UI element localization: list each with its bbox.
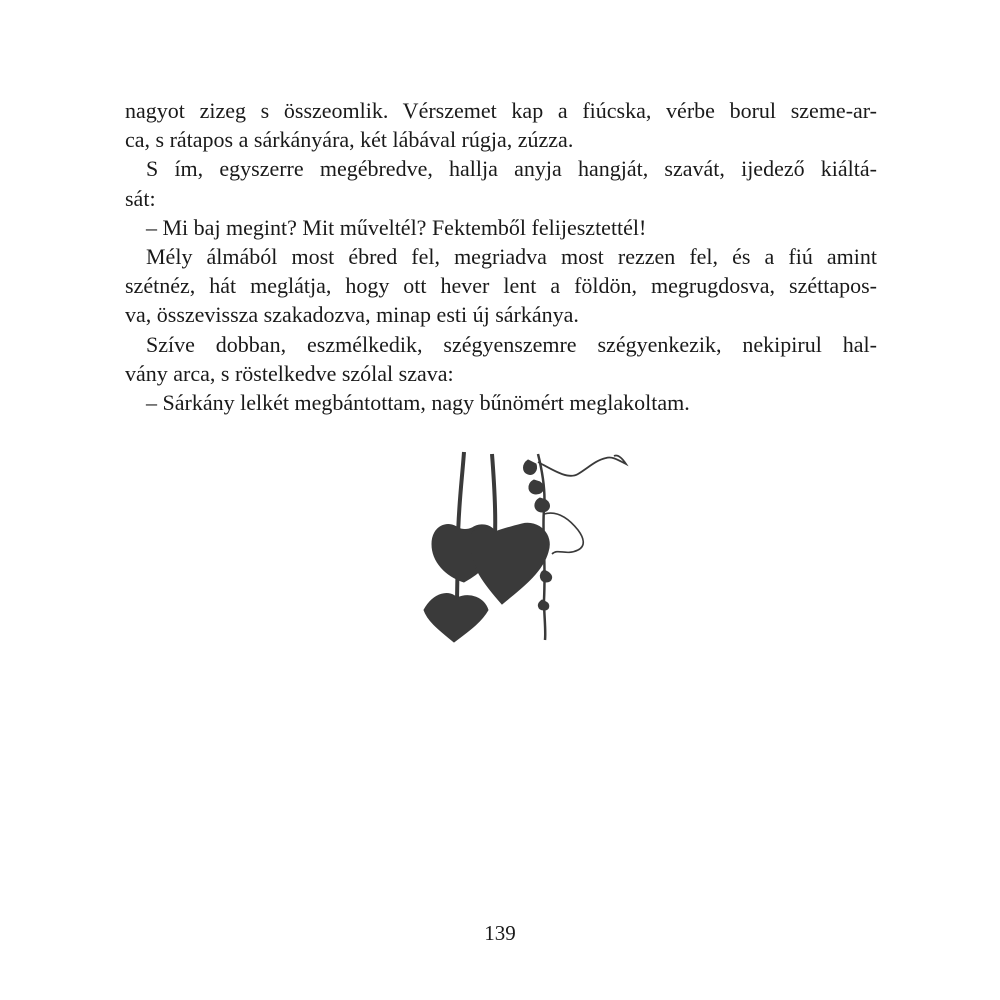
text-line: va, összevissza szakadozva, minap esti új sárkánya. [125,302,579,328]
text-line: – Mi baj megint? Mit műveltél? Fektemből felijesztettél! [146,214,647,240]
body-text [125,96,877,417]
text-line: nagyot zizeg s összeomlik. Vérszemet kap a fiúcska, vérbe borul szeme-ar- [125,98,877,123]
text-line: – Sárkány lelkét megbántottam, nagy bűnömért meglakoltam. [146,390,690,416]
text-line: Mély álmából most ébred fel, megriadva most rezzen fel, és a fiú amint [146,244,877,270]
page-number: 139 [484,921,516,945]
text-line: sát: [125,185,156,211]
text-line: Szíve dobban, eszmélkedik, szégyenszemre szégyenkezik, nekipirul hal- [146,331,877,357]
text-line: ca, s rátapos a sárkányára, két lábával rúgja, zúzza. [125,127,574,153]
text-line: szétnéz, hát meglátja, hogy ott hever lent a földön, megrugdosva, széttapos- [125,273,877,299]
text-line: S ím, egyszerre megébredve, hallja anyja hangját, szavát, ijedező kiáltá- [146,156,877,182]
ivy-leaves-icon [418,450,633,648]
text-line: vány arca, s röstelkedve szólal szava: [125,360,454,386]
